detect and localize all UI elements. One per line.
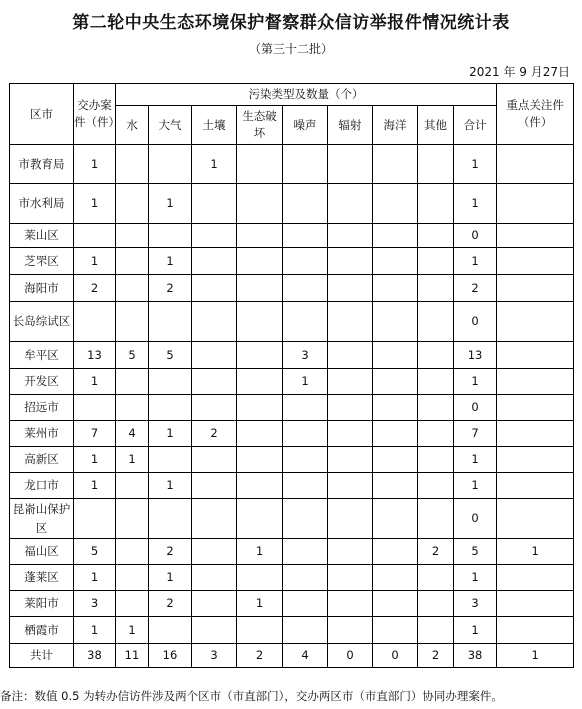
district-name: 长岛综试区 bbox=[10, 302, 74, 342]
value-cell bbox=[283, 499, 328, 539]
value-cell bbox=[373, 342, 418, 369]
value-cell bbox=[418, 224, 454, 248]
value-cell: 13 bbox=[74, 342, 116, 369]
value-cell: 5 bbox=[74, 539, 116, 565]
value-cell: 1 bbox=[74, 447, 116, 473]
value-cell bbox=[192, 447, 237, 473]
value-cell bbox=[328, 421, 373, 447]
value-cell bbox=[149, 145, 192, 184]
value-cell: 0 bbox=[454, 224, 497, 248]
value-cell bbox=[418, 342, 454, 369]
value-cell: 0 bbox=[454, 395, 497, 421]
value-cell: 1 bbox=[237, 591, 283, 617]
value-cell bbox=[328, 369, 373, 395]
value-cell: 2 bbox=[149, 591, 192, 617]
value-cell: 1 bbox=[237, 539, 283, 565]
subheader-cell: 土壤 bbox=[192, 106, 237, 145]
value-cell: 2 bbox=[74, 275, 116, 302]
value-cell bbox=[418, 184, 454, 224]
value-cell bbox=[418, 447, 454, 473]
value-cell bbox=[328, 447, 373, 473]
table-row bbox=[10, 302, 574, 342]
value-cell: 13 bbox=[454, 342, 497, 369]
value-cell bbox=[328, 342, 373, 369]
value-cell bbox=[74, 224, 116, 248]
subheader-cell: 海洋 bbox=[373, 106, 418, 145]
table-row bbox=[10, 275, 574, 302]
value-cell bbox=[328, 395, 373, 421]
value-cell: 3 bbox=[192, 644, 237, 668]
value-cell: 1 bbox=[74, 473, 116, 499]
value-cell bbox=[497, 224, 574, 248]
table-row bbox=[10, 342, 574, 369]
value-cell bbox=[328, 473, 373, 499]
header-key-cases: 重点关注件（件） bbox=[497, 84, 574, 145]
value-cell bbox=[328, 275, 373, 302]
table-row bbox=[10, 369, 574, 395]
district-name: 共计 bbox=[10, 644, 74, 668]
value-cell bbox=[283, 421, 328, 447]
value-cell bbox=[149, 617, 192, 644]
value-cell: 1 bbox=[116, 617, 149, 644]
value-cell bbox=[74, 499, 116, 539]
value-cell: 0 bbox=[373, 644, 418, 668]
value-cell bbox=[149, 302, 192, 342]
page-title: 第二轮中央生态环境保护督察群众信访举报件情况统计表 bbox=[72, 13, 510, 33]
value-cell bbox=[283, 617, 328, 644]
subheader-cell: 水 bbox=[116, 106, 149, 145]
district-name: 招远市 bbox=[10, 395, 74, 421]
value-cell bbox=[418, 302, 454, 342]
value-cell bbox=[418, 145, 454, 184]
value-cell: 0 bbox=[454, 302, 497, 342]
value-cell bbox=[149, 447, 192, 473]
value-cell: 1 bbox=[74, 617, 116, 644]
subheader-cell: 合计 bbox=[454, 106, 497, 145]
value-cell bbox=[373, 248, 418, 275]
value-cell: 1 bbox=[454, 447, 497, 473]
value-cell: 2 bbox=[418, 644, 454, 668]
value-cell bbox=[497, 275, 574, 302]
value-cell bbox=[237, 565, 283, 591]
value-cell bbox=[192, 184, 237, 224]
value-cell: 2 bbox=[454, 275, 497, 302]
district-name: 莱州市 bbox=[10, 421, 74, 447]
report-date: 2021 年 9 月27日 bbox=[469, 65, 570, 79]
value-cell: 0 bbox=[328, 644, 373, 668]
value-cell bbox=[237, 447, 283, 473]
value-cell bbox=[192, 473, 237, 499]
value-cell bbox=[116, 565, 149, 591]
value-cell bbox=[116, 302, 149, 342]
value-cell bbox=[192, 395, 237, 421]
value-cell bbox=[237, 395, 283, 421]
value-cell bbox=[237, 342, 283, 369]
value-cell bbox=[116, 224, 149, 248]
value-cell bbox=[116, 591, 149, 617]
value-cell bbox=[283, 184, 328, 224]
district-name: 芝罘区 bbox=[10, 248, 74, 275]
value-cell bbox=[373, 617, 418, 644]
value-cell bbox=[373, 421, 418, 447]
value-cell bbox=[283, 473, 328, 499]
value-cell bbox=[192, 275, 237, 302]
table-row bbox=[10, 248, 574, 275]
value-cell bbox=[237, 499, 283, 539]
value-cell bbox=[497, 565, 574, 591]
value-cell bbox=[373, 369, 418, 395]
district-name: 市水利局 bbox=[10, 184, 74, 224]
value-cell bbox=[283, 565, 328, 591]
table-row bbox=[10, 395, 574, 421]
value-cell bbox=[116, 248, 149, 275]
value-cell: 1 bbox=[149, 565, 192, 591]
value-cell bbox=[328, 224, 373, 248]
value-cell bbox=[192, 591, 237, 617]
value-cell bbox=[149, 224, 192, 248]
value-cell bbox=[497, 248, 574, 275]
value-cell bbox=[418, 369, 454, 395]
value-cell bbox=[373, 539, 418, 565]
value-cell: 3 bbox=[74, 591, 116, 617]
value-cell bbox=[192, 617, 237, 644]
value-cell: 3 bbox=[454, 591, 497, 617]
value-cell bbox=[497, 421, 574, 447]
value-cell: 1 bbox=[149, 421, 192, 447]
value-cell: 1 bbox=[454, 617, 497, 644]
value-cell bbox=[373, 224, 418, 248]
value-cell: 3 bbox=[283, 342, 328, 369]
value-cell bbox=[116, 395, 149, 421]
statistics-table bbox=[9, 83, 574, 668]
value-cell bbox=[497, 473, 574, 499]
subheader-cell: 辐射 bbox=[328, 106, 373, 145]
value-cell: 11 bbox=[116, 644, 149, 668]
value-cell bbox=[328, 591, 373, 617]
value-cell bbox=[418, 395, 454, 421]
value-cell: 1 bbox=[454, 248, 497, 275]
table-row bbox=[10, 145, 574, 184]
subheader-cell: 生态破坏 bbox=[237, 106, 283, 145]
value-cell bbox=[418, 275, 454, 302]
value-cell bbox=[116, 499, 149, 539]
value-cell bbox=[328, 617, 373, 644]
batch-subtitle: （第三十二批） bbox=[248, 42, 333, 56]
value-cell bbox=[497, 591, 574, 617]
value-cell bbox=[237, 145, 283, 184]
value-cell bbox=[328, 302, 373, 342]
value-cell bbox=[373, 447, 418, 473]
value-cell bbox=[116, 539, 149, 565]
value-cell bbox=[237, 421, 283, 447]
value-cell: 1 bbox=[497, 539, 574, 565]
value-cell bbox=[74, 395, 116, 421]
value-cell: 5 bbox=[149, 342, 192, 369]
value-cell: 0 bbox=[454, 499, 497, 539]
district-name: 莱阳市 bbox=[10, 591, 74, 617]
value-cell bbox=[373, 499, 418, 539]
value-cell bbox=[116, 145, 149, 184]
value-cell bbox=[373, 275, 418, 302]
district-name: 高新区 bbox=[10, 447, 74, 473]
value-cell bbox=[418, 473, 454, 499]
value-cell bbox=[497, 395, 574, 421]
value-cell: 1 bbox=[454, 145, 497, 184]
district-name: 市教育局 bbox=[10, 145, 74, 184]
value-cell bbox=[192, 369, 237, 395]
value-cell bbox=[283, 145, 328, 184]
value-cell bbox=[192, 224, 237, 248]
district-name: 龙口市 bbox=[10, 473, 74, 499]
table-row bbox=[10, 565, 574, 591]
district-name: 海阳市 bbox=[10, 275, 74, 302]
value-cell: 1 bbox=[454, 369, 497, 395]
value-cell bbox=[192, 539, 237, 565]
value-cell bbox=[192, 302, 237, 342]
value-cell: 1 bbox=[454, 565, 497, 591]
header-district: 区市 bbox=[10, 84, 74, 145]
table-row bbox=[10, 591, 574, 617]
value-cell: 1 bbox=[454, 473, 497, 499]
value-cell bbox=[237, 275, 283, 302]
value-cell bbox=[192, 499, 237, 539]
value-cell: 1 bbox=[192, 145, 237, 184]
table-row bbox=[10, 539, 574, 565]
footnote: 备注：数值 0.5 为转办信访件涉及两个区市（市直部门），交办两区市（市直部门）协同办理案件。 bbox=[0, 689, 503, 703]
value-cell bbox=[283, 591, 328, 617]
value-cell bbox=[237, 224, 283, 248]
value-cell bbox=[373, 302, 418, 342]
value-cell bbox=[373, 145, 418, 184]
value-cell bbox=[116, 275, 149, 302]
value-cell bbox=[373, 184, 418, 224]
value-cell: 16 bbox=[149, 644, 192, 668]
value-cell bbox=[283, 248, 328, 275]
value-cell: 38 bbox=[74, 644, 116, 668]
value-cell: 1 bbox=[149, 248, 192, 275]
value-cell bbox=[328, 145, 373, 184]
table-row bbox=[10, 447, 574, 473]
total-row bbox=[10, 644, 574, 668]
district-name: 莱山区 bbox=[10, 224, 74, 248]
value-cell bbox=[237, 302, 283, 342]
value-cell: 1 bbox=[74, 369, 116, 395]
value-cell bbox=[328, 539, 373, 565]
value-cell: 38 bbox=[454, 644, 497, 668]
value-cell: 7 bbox=[74, 421, 116, 447]
value-cell bbox=[418, 499, 454, 539]
value-cell bbox=[497, 302, 574, 342]
value-cell: 1 bbox=[74, 145, 116, 184]
value-cell: 1 bbox=[74, 565, 116, 591]
value-cell: 1 bbox=[149, 473, 192, 499]
value-cell bbox=[373, 565, 418, 591]
district-name: 蓬莱区 bbox=[10, 565, 74, 591]
value-cell bbox=[328, 499, 373, 539]
value-cell bbox=[283, 302, 328, 342]
table-row bbox=[10, 617, 574, 644]
value-cell bbox=[373, 395, 418, 421]
value-cell bbox=[192, 342, 237, 369]
value-cell bbox=[149, 369, 192, 395]
value-cell bbox=[283, 224, 328, 248]
value-cell bbox=[373, 473, 418, 499]
value-cell bbox=[497, 617, 574, 644]
value-cell: 1 bbox=[497, 644, 574, 668]
value-cell bbox=[418, 421, 454, 447]
value-cell bbox=[283, 275, 328, 302]
value-cell bbox=[237, 369, 283, 395]
value-cell bbox=[418, 591, 454, 617]
value-cell bbox=[283, 447, 328, 473]
district-name: 昆嵛山保护区 bbox=[10, 499, 74, 539]
value-cell bbox=[418, 617, 454, 644]
value-cell: 2 bbox=[149, 275, 192, 302]
district-name: 栖霞市 bbox=[10, 617, 74, 644]
table-row bbox=[10, 224, 574, 248]
value-cell: 1 bbox=[74, 248, 116, 275]
value-cell bbox=[497, 145, 574, 184]
value-cell bbox=[497, 447, 574, 473]
value-cell bbox=[149, 395, 192, 421]
district-name: 牟平区 bbox=[10, 342, 74, 369]
header-pollution-group: 污染类型及数量（个） bbox=[116, 84, 497, 106]
value-cell bbox=[418, 565, 454, 591]
header-cases: 交办案件（件） bbox=[74, 84, 116, 145]
value-cell bbox=[192, 248, 237, 275]
table-row bbox=[10, 421, 574, 447]
value-cell: 1 bbox=[116, 447, 149, 473]
value-cell bbox=[116, 473, 149, 499]
subheader-cell: 噪声 bbox=[283, 106, 328, 145]
value-cell: 2 bbox=[418, 539, 454, 565]
value-cell: 4 bbox=[283, 644, 328, 668]
value-cell: 1 bbox=[283, 369, 328, 395]
table-row bbox=[10, 184, 574, 224]
value-cell bbox=[497, 369, 574, 395]
value-cell bbox=[192, 565, 237, 591]
value-cell: 1 bbox=[454, 184, 497, 224]
value-cell bbox=[497, 342, 574, 369]
value-cell: 5 bbox=[116, 342, 149, 369]
value-cell: 2 bbox=[192, 421, 237, 447]
value-cell bbox=[328, 565, 373, 591]
subheader-cell: 大气 bbox=[149, 106, 192, 145]
value-cell bbox=[283, 395, 328, 421]
value-cell bbox=[237, 473, 283, 499]
value-cell bbox=[149, 499, 192, 539]
value-cell: 1 bbox=[74, 184, 116, 224]
value-cell: 5 bbox=[454, 539, 497, 565]
value-cell bbox=[328, 248, 373, 275]
value-cell: 1 bbox=[149, 184, 192, 224]
value-cell bbox=[74, 302, 116, 342]
value-cell bbox=[237, 184, 283, 224]
table-row bbox=[10, 499, 574, 539]
value-cell bbox=[283, 539, 328, 565]
table-row bbox=[10, 473, 574, 499]
value-cell bbox=[497, 499, 574, 539]
value-cell bbox=[116, 369, 149, 395]
value-cell bbox=[418, 248, 454, 275]
value-cell bbox=[497, 184, 574, 224]
value-cell: 2 bbox=[237, 644, 283, 668]
district-name: 福山区 bbox=[10, 539, 74, 565]
value-cell: 4 bbox=[116, 421, 149, 447]
value-cell: 7 bbox=[454, 421, 497, 447]
subheader-cell: 其他 bbox=[418, 106, 454, 145]
value-cell bbox=[237, 248, 283, 275]
value-cell: 2 bbox=[149, 539, 192, 565]
value-cell bbox=[328, 184, 373, 224]
value-cell bbox=[237, 617, 283, 644]
value-cell bbox=[116, 184, 149, 224]
value-cell bbox=[373, 591, 418, 617]
district-name: 开发区 bbox=[10, 369, 74, 395]
